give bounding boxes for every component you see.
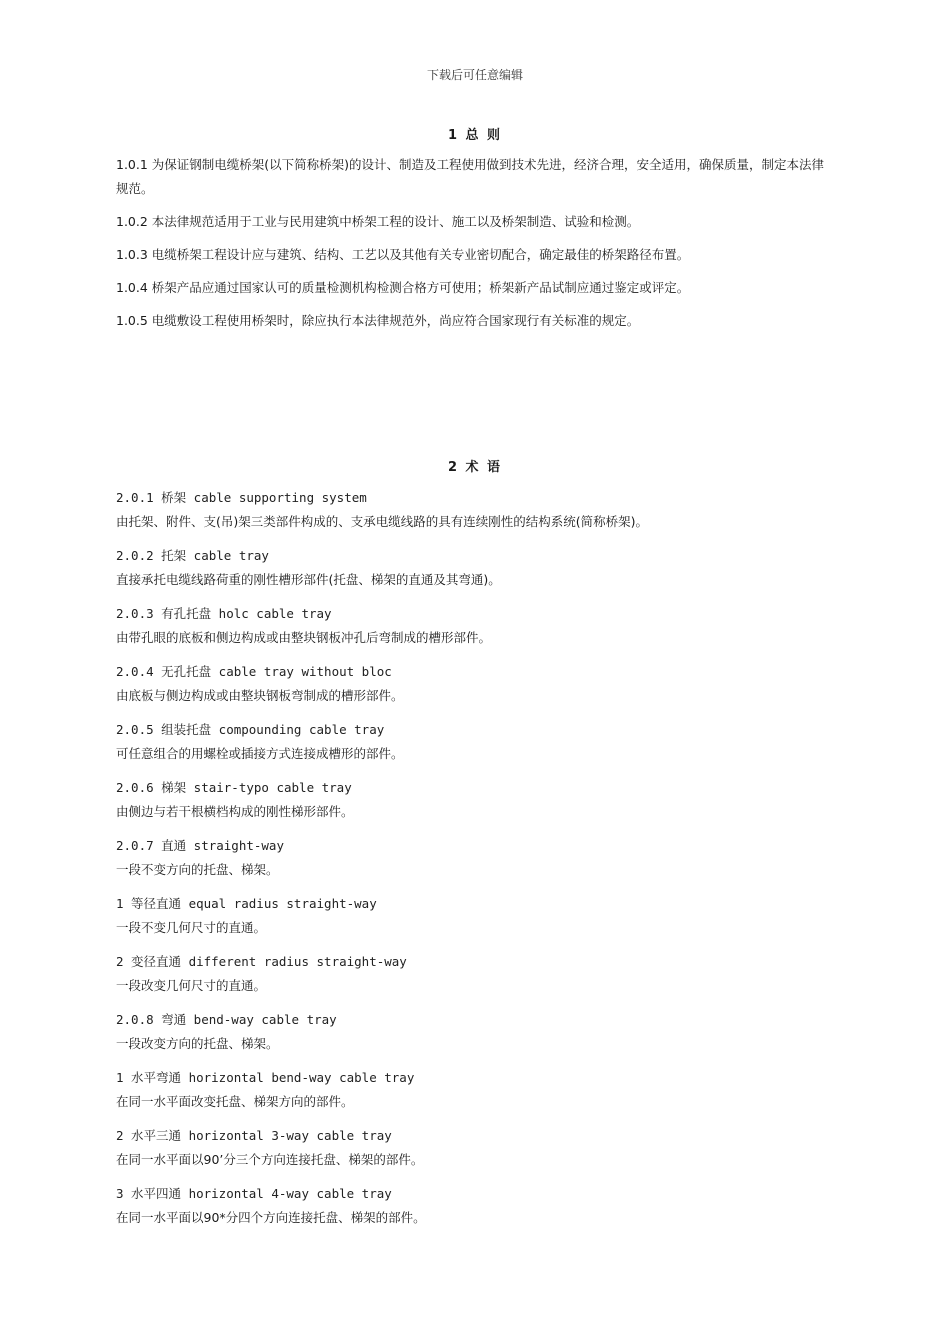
term-heading: 2.0.5 组装托盘 compounding cable tray xyxy=(116,722,385,737)
term-definition: 在同一水平面以90*分四个方向连接托盘、梯架的部件。 xyxy=(116,1210,426,1225)
clause-1-0-3: 1.0.3 电缆桥架工程设计应与建筑、结构、工艺以及其他有关专业密切配合，确定最佳的桥架路径布置。 xyxy=(116,247,690,262)
term-heading: 2 变径直通 different radius straight-way xyxy=(116,954,407,969)
term-definition: 可任意组合的用螺栓或插接方式连接成槽形的部件。 xyxy=(116,746,404,761)
clause-1-0-5: 1.0.5 电缆敷设工程使用桥架时，除应执行本法律规范外，尚应符合国家现行有关标准的规定。 xyxy=(116,313,640,328)
term-item xyxy=(116,1182,836,1230)
term-item xyxy=(116,486,836,534)
section-title-terms: 2 术 语 xyxy=(447,460,503,475)
term-definition: 在同一水平面以90’分三个方向连接托盘、梯架的部件。 xyxy=(116,1152,424,1167)
clause-1-0-2: 1.0.2 本法律规范适用于工业与民用建筑中桥架工程的设计、施工以及桥架制造、试验和检测。 xyxy=(116,214,640,229)
term-heading: 1 等径直通 equal radius straight-way xyxy=(116,896,377,911)
section-title-general: 1 总 则 xyxy=(447,128,503,143)
term-heading: 2.0.8 弯通 bend-way cable tray xyxy=(116,1012,337,1027)
term-definition: 一段改变方向的托盘、梯架。 xyxy=(116,1036,279,1051)
term-item xyxy=(116,1008,836,1056)
term-definition: 由侧边与若干根横档构成的刚性梯形部件。 xyxy=(116,804,354,819)
page-header: 下载后可任意编辑 xyxy=(426,68,523,82)
term-heading: 2.0.3 有孔托盘 holc cable tray xyxy=(116,606,332,621)
term-heading: 2.0.7 直通 straight-way xyxy=(116,838,284,853)
term-definition: 一段不变几何尺寸的直通。 xyxy=(116,920,267,935)
term-heading: 2.0.6 梯架 stair-typo cable tray xyxy=(116,780,352,795)
term-item xyxy=(116,602,836,650)
term-heading: 2.0.2 托架 cable tray xyxy=(116,548,269,563)
section-general-body xyxy=(116,153,836,342)
term-item xyxy=(116,834,836,882)
term-definition: 一段改变几何尺寸的直通。 xyxy=(116,978,267,993)
clause-1-0-4: 1.0.4 桥架产品应通过国家认可的质量检测机构检测合格方可使用；桥架新产品试制应通过鉴定或评定。 xyxy=(116,280,690,295)
clause-1-0-1: 1.0.1 为保证钢制电缆桥架(以下简称桥架)的设计、制造及工程使用做到技术先进，经济合理，安全适用，确保质量，制定本法律规范。 xyxy=(116,157,825,196)
term-definition: 由底板与侧边构成或由整块钢板弯制成的槽形部件。 xyxy=(116,688,404,703)
section-terms-body xyxy=(116,486,836,1240)
term-definition: 直接承托电缆线路荷重的刚性槽形部件(托盘、梯架的直通及其弯通)。 xyxy=(116,572,501,587)
term-heading: 2.0.4 无孔托盘 cable tray without bloc xyxy=(116,664,392,679)
term-item xyxy=(116,892,836,940)
term-item xyxy=(116,1124,836,1172)
term-item xyxy=(116,660,836,708)
term-item xyxy=(116,1066,836,1114)
term-heading: 3 水平四通 horizontal 4-way cable tray xyxy=(116,1186,392,1201)
term-definition: 由带孔眼的底板和侧边构成或由整块钢板冲孔后弯制成的槽形部件。 xyxy=(116,630,492,645)
term-heading: 2 水平三通 horizontal 3-way cable tray xyxy=(116,1128,392,1143)
term-item xyxy=(116,544,836,592)
term-item xyxy=(116,950,836,998)
term-item xyxy=(116,718,836,766)
term-heading: 2.0.1 桥架 cable supporting system xyxy=(116,490,367,505)
term-heading: 1 水平弯通 horizontal bend-way cable tray xyxy=(116,1070,415,1085)
term-definition: 由托架、附件、支(吊)架三类部件构成的、支承电缆线路的具有连续刚性的结构系统(简称桥架)。 xyxy=(116,514,649,529)
term-definition: 在同一水平面改变托盘、梯架方向的部件。 xyxy=(116,1094,354,1109)
term-item xyxy=(116,776,836,824)
term-definition: 一段不变方向的托盘、梯架。 xyxy=(116,862,279,877)
